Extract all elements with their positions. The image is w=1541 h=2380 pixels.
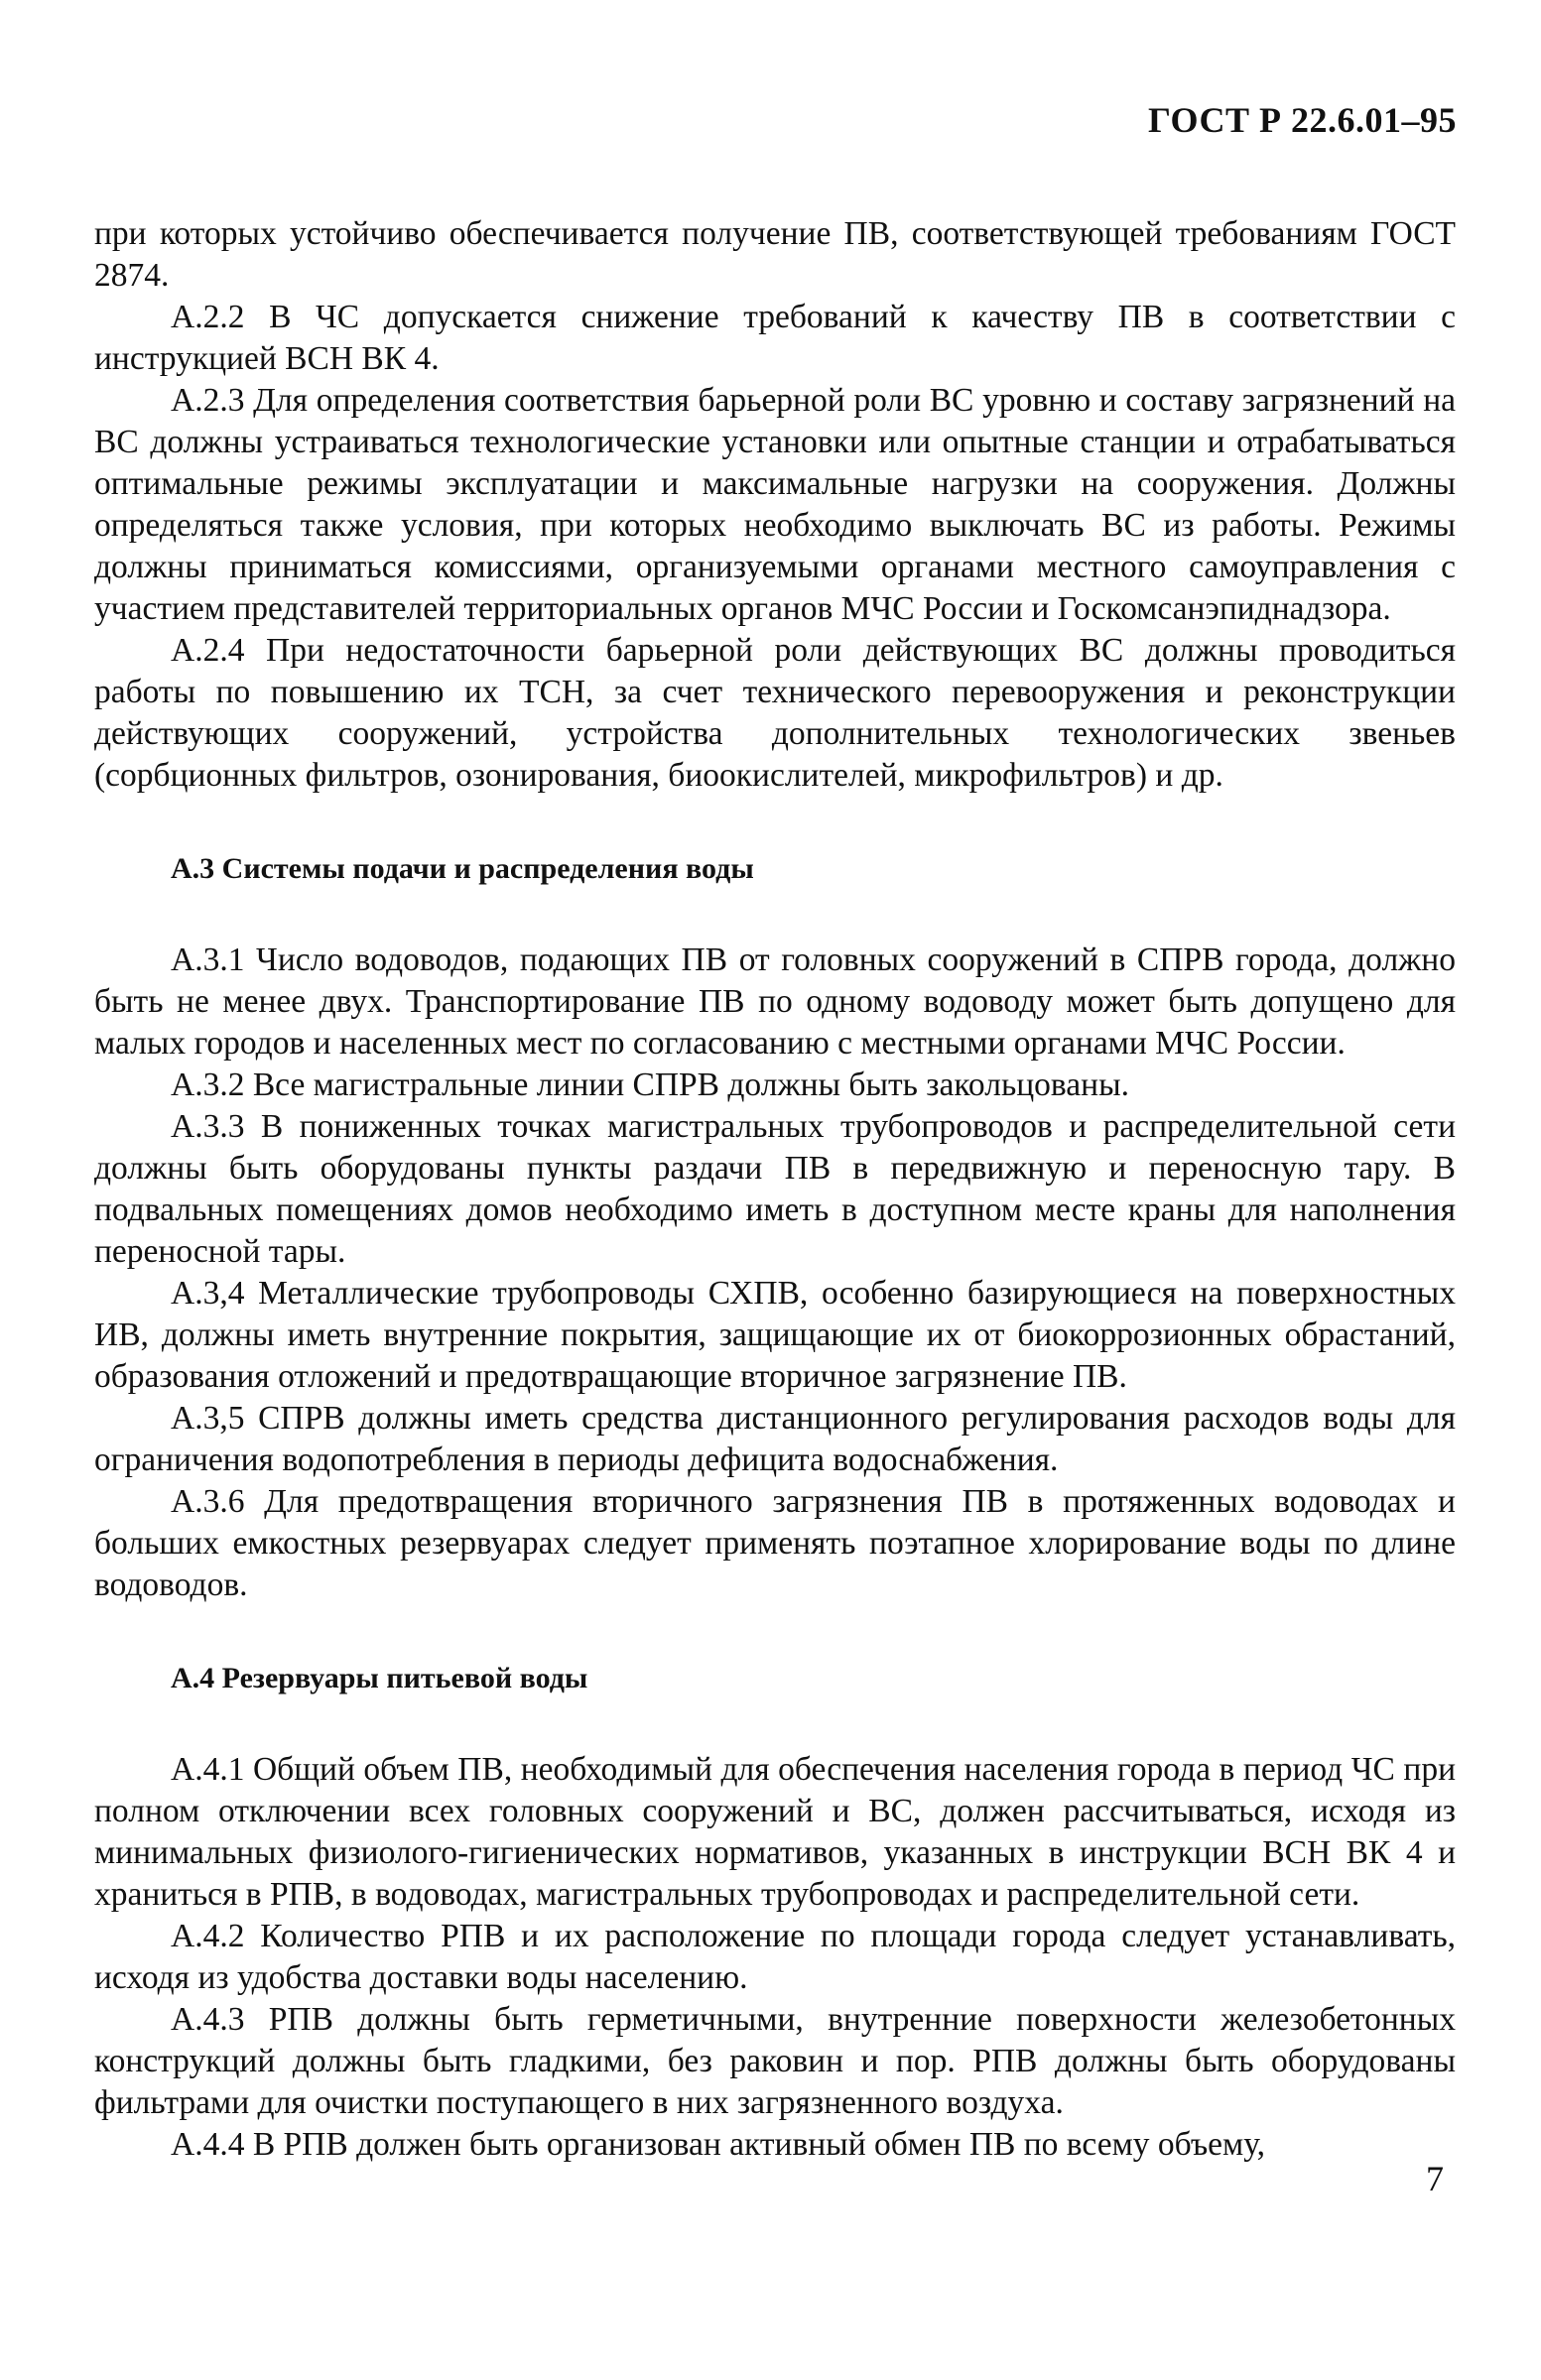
- section-heading-a3: А.3 Системы подачи и распределения воды: [171, 852, 754, 885]
- paragraph-a2-2: А.2.2 В ЧС допускается снижение требований к качеству ПВ в соответствии с инструкцией ВСН ВК 4.: [94, 299, 1456, 377]
- paragraph-a3-4: А.3,4 Металлические трубопроводы СХПВ, особенно базирующиеся на поверхностных ИВ, должны иметь внутренние покрытия, защищающие их от биокоррозионных обрастаний, образования отложений и предотвращающие вторичное загрязнение ПВ.: [94, 1275, 1456, 1395]
- paragraph-a4-3: А.4.3 РПВ должны быть герметичными, внутренние поверхности железобетонных конструкций должны быть гладкими, без раковин и пор. РПВ должны быть оборудованы фильтрами для очистки поступающего в них загрязненного воздуха.: [94, 2001, 1456, 2121]
- paragraph-a4-1: А.4.1 Общий объем ПВ, необходимый для обеспечения населения города в период ЧС при полном отключении всех головных сооружений и ВС, должен рассчитываться, исходя из минимальных физиолого-гигиенических нормативов, указанных в инструкции ВСН ВК 4 и храниться в РПВ, в водоводах, магистральных трубопроводах и распределительной сети.: [94, 1751, 1456, 1913]
- paragraph-a3-6: А.3.6 Для предотвращения вторичного загрязнения ПВ в протяженных водоводах и больших емкостных резервуарах следует применять поэтапное хлорирование воды по длине водоводов.: [94, 1483, 1456, 1603]
- page-number: 7: [1426, 2159, 1444, 2198]
- paragraph-a3-2: А.3.2 Все магистральные линии СПРВ должны быть закольцованы.: [171, 1066, 1129, 1103]
- standard-designation: ГОСТ Р 22.6.01–95: [1148, 100, 1457, 140]
- paragraph-a4-2: А.4.2 Количество РПВ и их расположение по площади города следует устанавливать, исходя из удобства доставки воды населению.: [94, 1918, 1456, 1996]
- paragraph-a3-3: А.3.3 В пониженных точках магистральных трубопроводов и распределительной сети должны быть оборудованы пункты раздачи ПВ в передвижную и переносную тару. В подвальных помещениях домов необходимо иметь в доступном месте краны для наполнения переносной тары.: [94, 1108, 1456, 1270]
- paragraph-a4-4: А.4.4 В РПВ должен быть организован активный обмен ПВ по всему объему,: [171, 2126, 1266, 2163]
- document-body: [94, 213, 1456, 2166]
- paragraph-continuation: при которых устойчиво обеспечивается получение ПВ, соответствующей требованиям ГОСТ 2874.: [94, 215, 1456, 294]
- paragraph-a3-5: А.3,5 СПРВ должны иметь средства дистанционного регулирования расходов воды для ограничения водопотребления в периоды дефицита водоснабжения.: [94, 1400, 1456, 1478]
- paragraph-a2-3: А.2.3 Для определения соответствия барьерной роли ВС уровню и составу загрязнений на ВС должны устраиваться технологические установки или опытные станции и отрабатываться оптимальные режимы эксплуатации и максимальные нагрузки на сооружения. Должны определяться также условия, при которых необходимо выключать ВС из работы. Режимы должны приниматься комиссиями, организуемыми органами местного самоуправления с участием представителей территориальных органов МЧС России и Госкомсанэпиднадзора.: [94, 382, 1456, 627]
- paragraph-a3-1: А.3.1 Число водоводов, подающих ПВ от головных сооружений в СПРВ города, должно быть не менее двух. Транспортирование ПВ по одному водоводу может быть допущено для малых городов и населенных мест по согласованию с местными органами МЧС России.: [94, 941, 1456, 1062]
- section-heading-a4: А.4 Резервуары питьевой воды: [171, 1662, 588, 1694]
- paragraph-a2-4: А.2.4 При недостаточности барьерной роли действующих ВС должны проводиться работы по повышению их ТСН, за счет технического перевооружения и реконструкции действующих сооружений, устройства дополнительных технологических звеньев (сорбционных фильтров, озонирования, биоокислителей, микрофильтров) и др.: [94, 632, 1456, 794]
